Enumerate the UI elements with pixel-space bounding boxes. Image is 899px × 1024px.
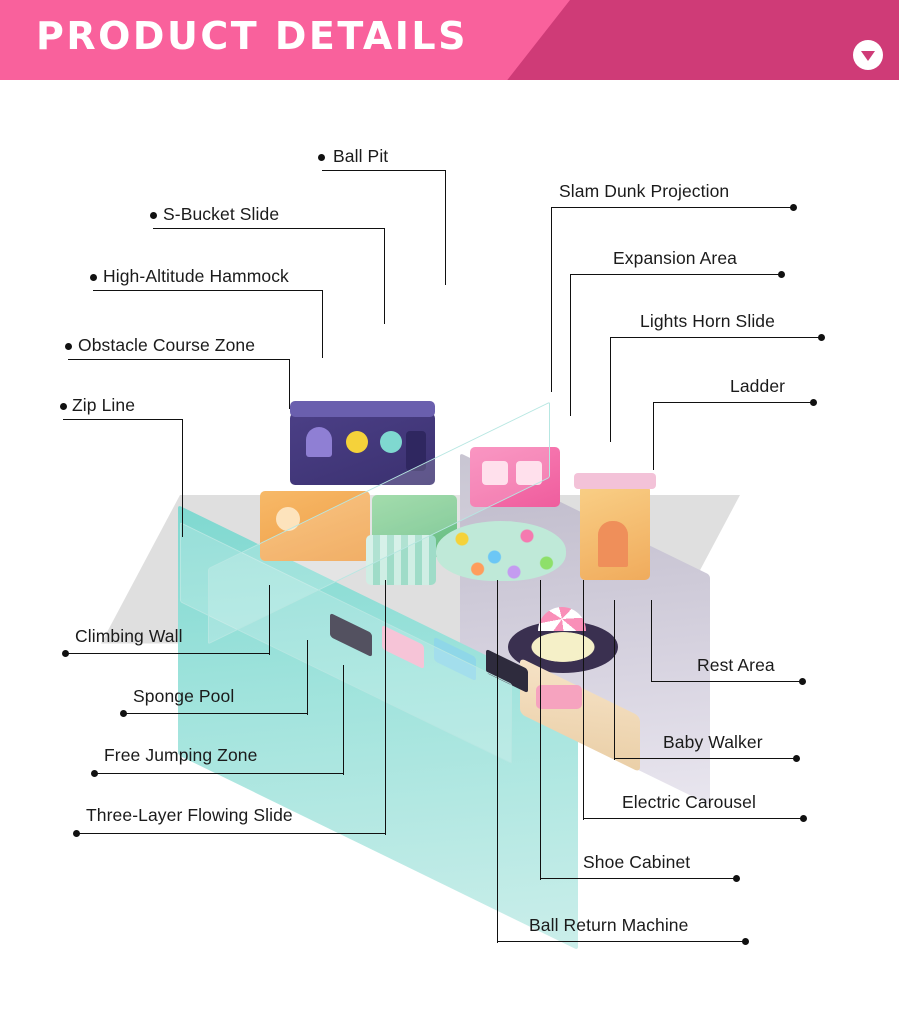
leader-line-shoe-cabinet-h [541,878,736,879]
label-shoe-cabinet: Shoe Cabinet [583,852,691,872]
leader-line-climbing-v [269,585,270,655]
leader-line-slam-dunk-h [552,207,792,208]
leader-line-three-layer-h [76,833,386,834]
leader-line-obstacle-v [289,359,290,409]
structure-obstacle-roof [290,401,435,417]
leader-dot-ball-pit [318,154,325,161]
leader-line-shoe-cabinet-v [540,580,541,880]
leader-line-expansion-h [571,274,781,275]
label-s-bucket-slide: S-Bucket Slide [163,204,280,224]
label-rest-area: Rest Area [697,655,775,675]
label-obstacle-course-zone: Obstacle Course Zone [78,335,256,355]
leader-line-ball-return-h [498,941,746,942]
label-ball-return-machine: Ball Return Machine [529,915,689,935]
label-lights-horn-slide: Lights Horn Slide [640,311,775,331]
leader-line-baby-walker-v [614,600,615,760]
leader-line-ball-pit-v [445,170,446,285]
leader-line-lights-horn-v [610,337,611,442]
label-baby-walker: Baby Walker [663,732,763,752]
structure-obstacle-window-c [380,431,402,453]
structure-right-tower-door [598,521,628,567]
leader-line-sponge-h [123,713,308,714]
leader-line-jumping-h [94,773,344,774]
leader-line-sponge-v [307,640,308,715]
leader-line-hammock-h [93,290,323,291]
label-expansion-area: Expansion Area [613,248,737,268]
page-title: PRODUCT DETAILS [36,14,468,58]
leader-line-rest-area-h [652,681,802,682]
label-slam-dunk-projection: Slam Dunk Projection [559,181,730,201]
leader-line-ladder-h [654,402,814,403]
leader-line-rest-area-v [651,600,652,682]
leader-line-jumping-v [343,665,344,775]
leader-line-hammock-v [322,290,323,358]
leader-line-ladder-v [653,402,654,470]
leader-line-obstacle-h [68,359,290,360]
leader-line-s-bucket-v [384,228,385,324]
leader-line-lights-horn-h [611,337,821,338]
leader-line-carousel-h [584,818,804,819]
leader-dot-zip-line [60,403,67,410]
label-electric-carousel: Electric Carousel [622,792,756,812]
ball-pit-area [436,521,566,581]
leader-line-ball-return-v [497,580,498,943]
label-climbing-wall: Climbing Wall [75,626,183,646]
leader-line-ball-pit-h [322,170,446,171]
leader-line-s-bucket-h [153,228,385,229]
leader-line-zip-v [182,419,183,537]
leader-line-zip-h [63,419,183,420]
leader-dot-obstacle [65,343,72,350]
leader-line-three-layer-v [385,580,386,835]
label-ball-pit: Ball Pit [333,146,389,166]
label-ladder: Ladder [730,376,786,396]
label-sponge-pool: Sponge Pool [133,686,235,706]
label-three-layer-flowing-slide: Three-Layer Flowing Slide [86,805,293,825]
leader-line-baby-walker-h [615,758,796,759]
chevron-down-circle-icon[interactable] [853,40,883,70]
leader-line-climbing-h [65,653,270,654]
leader-line-carousel-v [583,580,584,820]
label-zip-line: Zip Line [72,395,136,415]
label-free-jumping-zone: Free Jumping Zone [104,745,258,765]
structure-right-tower-roof [574,473,656,489]
structure-obstacle-window-b [346,431,368,453]
leader-line-slam-dunk-v [551,207,552,392]
leader-dot-hammock [90,274,97,281]
leader-line-expansion-v [570,274,571,416]
label-high-altitude-hammock: High-Altitude Hammock [103,266,289,286]
page-header [0,0,899,80]
rest-area-sofa [536,685,582,709]
structure-obstacle-window-a [306,427,332,457]
playground-illustration [160,335,760,775]
diagram-canvas [0,80,899,1024]
leader-dot-s-bucket-slide [150,212,157,219]
